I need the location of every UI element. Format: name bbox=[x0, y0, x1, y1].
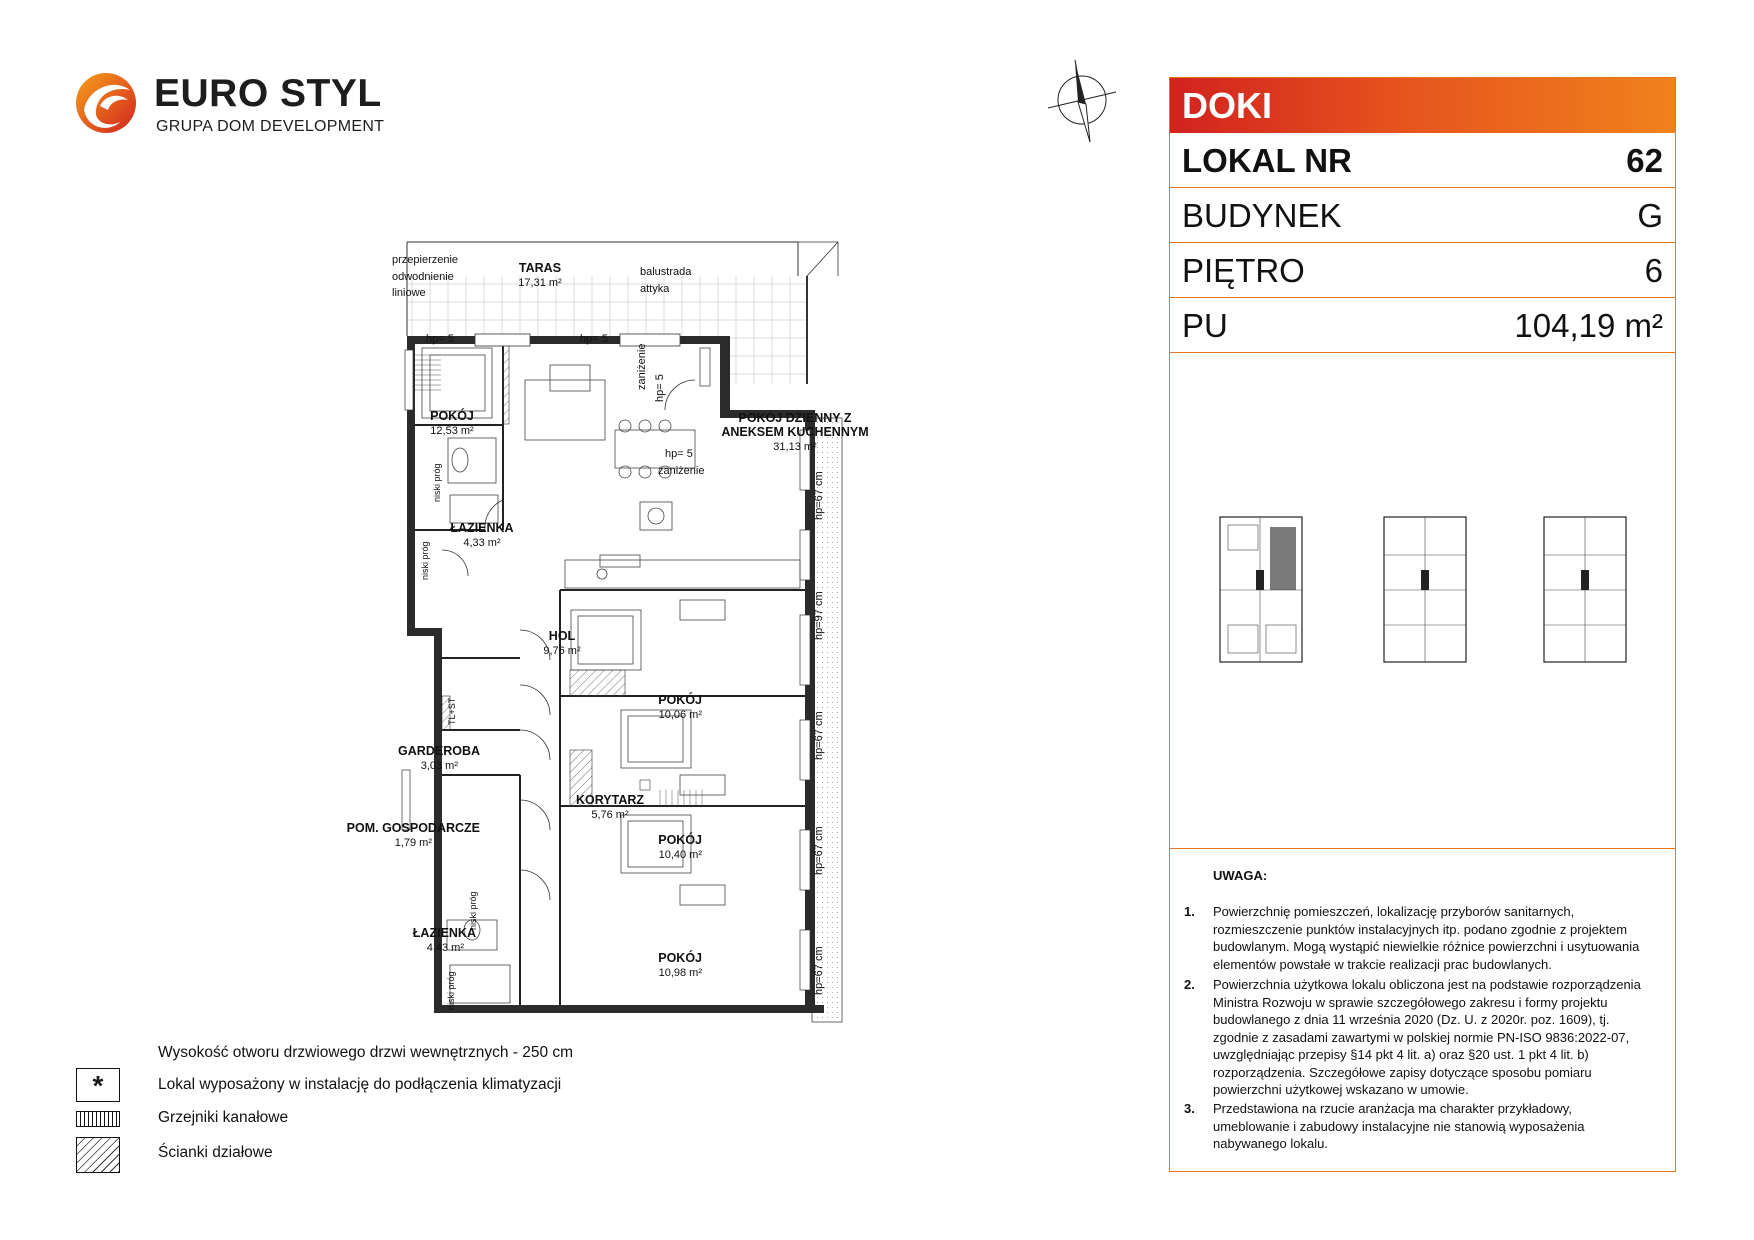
euro-styl-flame-icon bbox=[74, 70, 142, 136]
value-pu: 104,19 m² bbox=[1514, 307, 1663, 344]
label-attyka: attyka bbox=[640, 283, 670, 295]
value-budynek: G bbox=[1637, 197, 1663, 234]
legend-radiators: Grzejniki kanałowe bbox=[158, 1109, 289, 1126]
note-3-number: 3. bbox=[1184, 1101, 1195, 1116]
row-pu bbox=[1170, 298, 1675, 353]
room-name-garderoba: GARDEROBA bbox=[398, 744, 480, 758]
value-lokal-nr: 62 bbox=[1626, 142, 1663, 179]
legend-door-height: Wysokość otworu drzwiowego drzwi wewnętrznych - 250 cm bbox=[158, 1044, 574, 1061]
legend-partition-walls: Ścianki działowe bbox=[158, 1144, 273, 1161]
room-area-pom-gospodarcze: 1,79 m² bbox=[394, 837, 432, 849]
label-niski-prog-4: niski próg bbox=[446, 971, 456, 1010]
label-zanizenie-1: zaniżenie bbox=[658, 465, 705, 477]
room-area-hol: 9,76 m² bbox=[543, 645, 581, 657]
note-1-number: 1. bbox=[1184, 904, 1195, 919]
label-budynek: BUDYNEK bbox=[1182, 197, 1342, 234]
room-name-korytarz: KORYTARZ bbox=[575, 793, 645, 807]
label-window-3: hp=67 cm bbox=[813, 711, 825, 760]
air-conditioning-icon bbox=[640, 780, 650, 790]
legend-air-conditioning: Lokal wyposażony w instalację do podłączenia klimatyzacji bbox=[158, 1076, 562, 1093]
label-hp-1: hp= 5 bbox=[426, 333, 454, 345]
label-hp-2: hp= 5 bbox=[580, 333, 608, 345]
room-name-taras: TARAS bbox=[518, 261, 562, 275]
label-odwodnienie: odwodnienie bbox=[392, 271, 454, 283]
label-pietro: PIĘTRO bbox=[1182, 252, 1305, 289]
label-hp-3: hp= 5 bbox=[665, 448, 693, 460]
room-area-lazienka-1: 4,33 m² bbox=[463, 537, 501, 549]
room-name-lazienka-1: ŁAZIENKA bbox=[450, 521, 514, 535]
brand-logo bbox=[74, 70, 394, 140]
room-area-taras: 17,31 m² bbox=[518, 277, 562, 289]
room-area-pokoj-3: 10,40 m² bbox=[658, 849, 702, 861]
panel-divider bbox=[1170, 848, 1675, 849]
north-arrow-icon bbox=[1040, 58, 1120, 148]
label-niski-prog-2: niski próg bbox=[420, 541, 430, 580]
room-name-hol: HOL bbox=[548, 629, 576, 643]
brand-name: EURO STYL bbox=[154, 72, 382, 115]
room-name-pokoj-1: POKÓJ bbox=[430, 409, 474, 423]
room-name-pom-gospodarcze: POM. GOSPODARCZE bbox=[346, 821, 480, 835]
unit-info-panel bbox=[1169, 77, 1676, 1172]
terrace-area bbox=[407, 242, 838, 384]
label-window-1: hp=67 cm bbox=[813, 471, 825, 520]
label-window-2: hp=97 cm bbox=[813, 591, 825, 640]
room-area-pokoj-1: 12,53 m² bbox=[430, 425, 474, 437]
room-area-dzienny: 31,13 m² bbox=[773, 441, 817, 453]
room-name-dzienny-1: POKÓJ DZIENNY Z bbox=[738, 411, 852, 425]
label-pu: PU bbox=[1182, 307, 1228, 344]
room-area-pokoj-4: 10,98 m² bbox=[658, 967, 702, 979]
room-name-dzienny-2: ANEKSEM KUCHENNYM bbox=[721, 425, 869, 439]
room-area-garderoba: 3,03 m² bbox=[420, 760, 458, 772]
note-2-text: Powierzchnia użytkowa lokalu obliczona jest na podstawie rozporządzenia Ministra Rozwoju w sprawie szczegółowego zakresu i formy projektu budowlanego z dnia 11 września 2020 (Dz. U. z 2020r. poz. 1609), tj. zgodnie z zasadami zawartymi w polskiej normie PN-ISO 9836:2022-07, uwzględniając przepisy §14 pkt 4 lit. a) oraz §20 ust. 1 pkt 4 lit. b) rozporządzenia. Szczegółowe zapisy dotyczące sposobu pomiaru powierzchni użytkowej wskazano w umowie. bbox=[1213, 977, 1641, 1097]
label-zanizenie-2: zaniżenie bbox=[636, 343, 648, 390]
floor-plan bbox=[340, 230, 900, 1030]
brand-tagline: GRUPA DOM DEVELOPMENT bbox=[156, 118, 385, 135]
label-przepierzenie: przepierzenie bbox=[392, 254, 459, 266]
label-niski-prog-1: niski próg bbox=[432, 463, 442, 502]
label-tl-st: TL+ST bbox=[447, 697, 457, 725]
label-balustrada: balustrada bbox=[640, 266, 692, 278]
note-3-text: Przedstawiona na rzucie aranżacja ma charakter przykładowy, umeblowanie i zabudowy instalacyjne nie stanowią wyposażenia nabywanego lokalu. bbox=[1213, 1101, 1585, 1151]
notes-title: UWAGA: bbox=[1213, 868, 1268, 883]
label-liniowe: liniowe bbox=[392, 287, 426, 299]
room-name-pokoj-3: POKÓJ bbox=[658, 833, 702, 847]
value-pietro: 6 bbox=[1644, 252, 1663, 289]
room-name-lazienka-2: ŁAZIENKA bbox=[412, 926, 476, 940]
note-1-text: Powierzchnię pomieszczeń, lokalizację przyborów sanitarnych, rozmieszczenie punktów instalacyjnych itp. podano zgodnie z projektem budowlanym. Mogą wystąpić niewielkie różnice powierzchni i usytuowania elementów powstałe w trakcie realizacji prac budowlanych. bbox=[1213, 904, 1640, 972]
room-area-pokoj-2: 10,06 m² bbox=[658, 709, 702, 721]
label-lokal-nr: LOKAL NR bbox=[1182, 142, 1352, 179]
row-budynek bbox=[1170, 188, 1675, 243]
row-pietro bbox=[1170, 243, 1675, 298]
note-2-number: 2. bbox=[1184, 977, 1195, 992]
investment-header bbox=[1170, 78, 1675, 133]
room-name-pokoj-2: POKÓJ bbox=[658, 693, 702, 707]
label-niski-prog-3: niski próg bbox=[468, 891, 478, 930]
diagonal-hatch-icon bbox=[76, 1137, 120, 1173]
label-hp-4: hp= 5 bbox=[654, 374, 666, 402]
room-name-pokoj-4: POKÓJ bbox=[658, 951, 702, 965]
radiators bbox=[402, 348, 810, 990]
label-window-4: hp=67 cm bbox=[813, 826, 825, 875]
asterisk-box-icon: * bbox=[76, 1068, 120, 1102]
investment-name: DOKI bbox=[1182, 85, 1272, 126]
row-lokal-nr bbox=[1170, 133, 1675, 188]
radiator-hatch-icon bbox=[76, 1111, 120, 1127]
label-window-5: hp=67 cm bbox=[813, 946, 825, 995]
room-area-korytarz: 5,76 m² bbox=[591, 809, 629, 821]
room-area-lazienka-2: 4,43 m² bbox=[426, 942, 464, 954]
